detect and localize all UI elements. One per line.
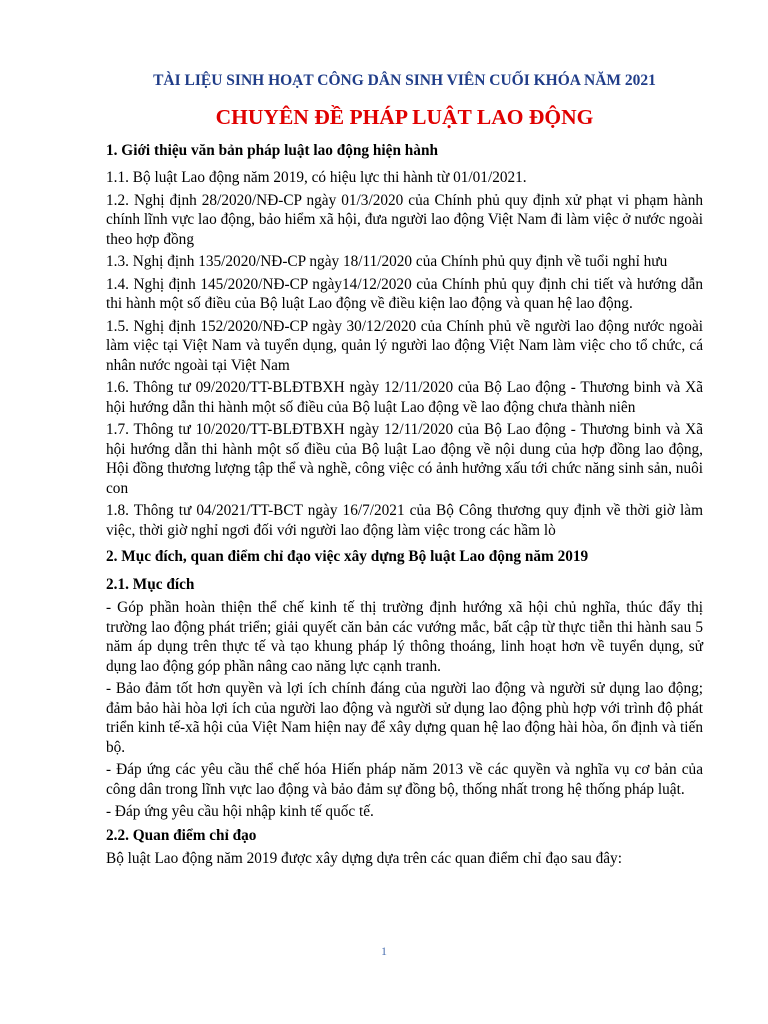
page-number: 1 [381,944,387,958]
list-item: 1.6. Thông tư 09/2020/TT-BLĐTBXH ngày 12/11/2020 của Bộ Lao động - Thương binh và Xã hội hướng dẫn thi hành một số điều của Bộ luật Lao động về lao động chưa thành niên [106,379,703,416]
subsection-2-1-heading: 2.1. Mục đích [106,576,195,593]
list-item: 1.2. Nghị định 28/2020/NĐ-CP ngày 01/3/2020 của Chính phủ quy định xử phạt vi phạm hành chính lĩnh vực lao động, bảo hiểm xã hội, đưa người lao động Việt Nam đi làm việc ở nước ngoài theo hợp đồng [106,191,703,248]
document-body [106,70,703,871]
list-item: - Đáp ứng yêu cầu hội nhập kinh tế quốc tế. [106,803,374,820]
list-item: 1.8. Thông tư 04/2021/TT-BCT ngày 16/7/2021 của Bộ Công thương quy định về thời giờ làm việc, thời giờ nghỉ ngơi đối với người lao động làm việc trong các hầm lò [106,502,703,539]
list-item: - Đáp ứng các yêu cầu thể chế hóa Hiến pháp năm 2013 về các quyền và nghĩa vụ cơ bản của công dân trong lĩnh vực lao động và bảo đảm sự đồng bộ, thống nhất trong hệ thống pháp luật. [106,761,703,798]
list-item: 1.5. Nghị định 152/2020/NĐ-CP ngày 30/12/2020 của Chính phủ về người lao động nước ngoài làm việc tại Việt Nam và tuyển dụng, quản lý người lao động Việt Nam làm việc cho tổ chức, cá nhân nước ngoài tại Việt Nam [106,317,703,374]
section-2-heading: 2. Mục đích, quan điểm chỉ đạo việc xây dựng Bộ luật Lao động năm 2019 [106,548,589,565]
header-title: TÀI LIỆU SINH HOẠT CÔNG DÂN SINH VIÊN CUỐI KHÓA NĂM 2021 [153,72,656,89]
section-1-heading: 1. Giới thiệu văn bản pháp luật lao động hiện hành [106,142,438,159]
subsection-2-2-heading: 2.2. Quan điểm chỉ đạo [106,826,257,844]
list-item: 1.1. Bộ luật Lao động năm 2019, có hiệu lực thi hành từ 01/01/2021. [106,169,527,186]
list-item: 1.4. Nghị định 145/2020/NĐ-CP ngày14/12/2020 của Chính phủ quy định chi tiết và hướng dẫn thi hành một số điều của Bộ luật Lao động về điều kiện lao động và quan hệ lao động. [106,275,703,312]
paragraph: Bộ luật Lao động năm 2019 được xây dựng dựa trên các quan điểm chỉ đạo sau đây: [106,849,622,867]
list-item: 1.3. Nghị định 135/2020/NĐ-CP ngày 18/11/2020 của Chính phủ quy định về tuổi nghỉ hưu [106,253,668,270]
list-item: - Bảo đảm tốt hơn quyền và lợi ích chính đáng của người lao động và người sử dụng lao động; đảm bảo hài hòa lợi ích của người lao động và người sử dụng lao động phù hợp với trình độ phát triển kinh tế-xã hội của Việt Nam hiện nay để xây dựng quan hệ lao động hài hòa, ổn định và tiến bộ. [106,680,703,756]
list-item: 1.7. Thông tư 10/2020/TT-BLĐTBXH ngày 12/11/2020 của Bộ Lao động - Thương binh và Xã hội hướng dẫn thi hành một số điều của Bộ luật Lao động về nội dung của hợp đồng lao động, Hội đồng thương lượng tập thể và nghề, công việc có ảnh hưởng xấu tới chức năng sinh sản, nuôi con [106,421,703,497]
list-item: - Góp phần hoàn thiện thể chế kinh tế thị trường định hướng xã hội chủ nghĩa, thúc đẩy thị trường lao động phát triển; giải quyết căn bản các vướng mắc, bất cập từ thực tiễn thi hành sau 5 năm áp dụng trên thực tế và tạo khung pháp lý thông thoáng, linh hoạt hơn về tuyển dụng, sử dụng lao động góp phần nâng cao năng lực cạnh tranh. [106,599,703,675]
main-title: CHUYÊN ĐỀ PHÁP LUẬT LAO ĐỘNG [215,105,594,129]
